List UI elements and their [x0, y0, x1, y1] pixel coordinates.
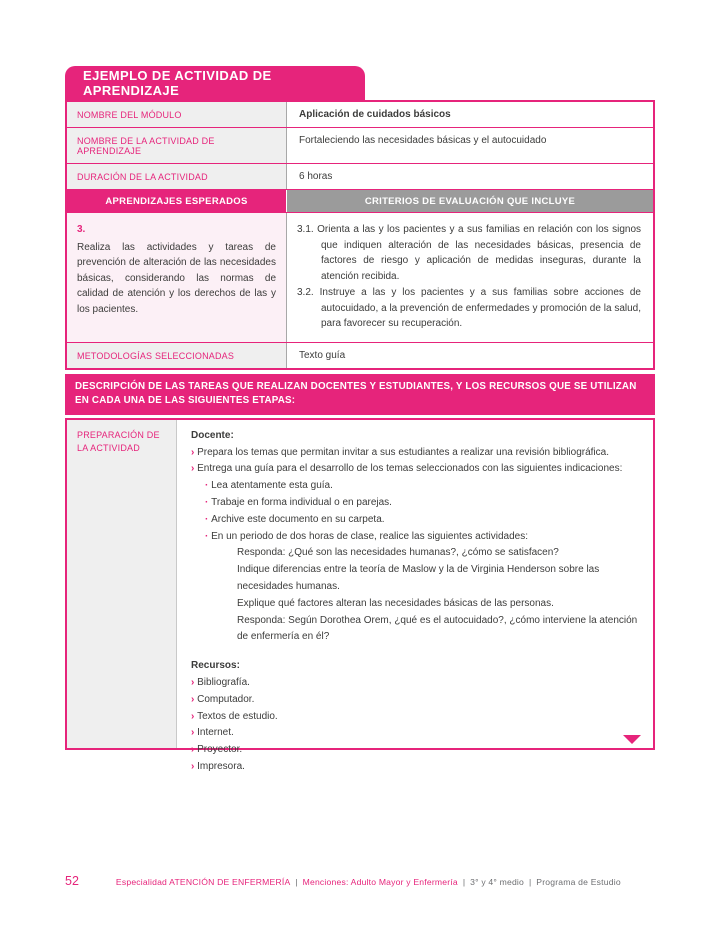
- expected-learning-cell: [67, 213, 287, 342]
- duration-label: DURACIÓN DE LA ACTIVIDAD: [67, 164, 287, 189]
- table-header-row: [67, 190, 653, 213]
- preparation-section: [65, 418, 655, 773]
- sub-bullet: · Lea atentamente esta guía.: [191, 478, 639, 495]
- activity-info-table: [65, 100, 655, 370]
- description-banner: DESCRIPCIÓN DE LAS TAREAS QUE REALIZAN DOCENTES Y ESTUDIANTES, Y LOS RECURSOS QUE SE UTILIZAN EN CADA UNA DE LAS SIGUIENTES ETAPAS:: [65, 374, 655, 415]
- page-number: 52: [65, 874, 79, 888]
- page-title: [65, 66, 365, 100]
- activity-instruction: Responda: ¿Qué son las necesidades humanas?, ¿cómo se satisfacen?: [237, 547, 559, 559]
- activity-instruction: Indique diferencias entre la teoría de Maslow y la de Virginia Henderson sobre las necesidades humanas.: [237, 564, 600, 593]
- learning-content-row: [67, 213, 653, 343]
- footer-grade-level: 3° y 4° medio: [470, 877, 525, 887]
- activity-document: [65, 66, 655, 773]
- criterion-number: 3.2.: [297, 287, 314, 298]
- footer-separator: |: [295, 877, 298, 887]
- sub-bullet: · Trabaje en forma individual o en parejas.: [191, 495, 639, 512]
- evaluation-criteria-cell: [287, 213, 653, 342]
- recurso-item: › Impresora.: [191, 759, 639, 776]
- footer-program: Programa de Estudio: [536, 877, 621, 887]
- recurso-item: › Proyector.: [191, 742, 639, 759]
- footer-separator: |: [462, 877, 466, 887]
- footer-separator: |: [529, 877, 532, 887]
- activity-instruction: Explique qué factores alteran las necesidades básicas de las personas.: [237, 597, 554, 609]
- activity-instruction: Responda: Según Dorothea Orem, ¿qué es el autocuidado?, ¿cómo interviene la atención de enfermería en él?: [237, 614, 638, 643]
- sub-bullet: · En un periodo de dos horas de clase, realice las siguientes actividades:: [191, 529, 639, 546]
- footer-specialty: Especialidad ATENCIÓN DE ENFERMERÍA: [115, 877, 291, 887]
- methodology-value: Texto guía: [299, 349, 346, 361]
- criterion-number: 3.1.: [297, 224, 314, 235]
- evaluation-criteria-header: CRITERIOS DE EVALUACIÓN QUE INCLUYE: [287, 190, 653, 212]
- sub-bullet: · Archive este documento en su carpeta.: [191, 512, 639, 529]
- recursos-heading: Recursos:: [191, 660, 240, 672]
- expected-learning-header: APRENDIZAJES ESPERADOS: [67, 190, 287, 212]
- preparation-content: [177, 420, 653, 773]
- docente-heading: Docente:: [191, 429, 234, 441]
- learning-item-text: Realiza las actividades y tareas de prevención de alteración de las necesidades básicas, considerando las normas de calidad de atención y los derechos de las y los pacientes.: [77, 241, 276, 315]
- recurso-item: › Textos de estudio.: [191, 709, 639, 726]
- docente-bullet: › Entrega una guía para el desarrollo de los temas seleccionados con las siguientes indicaciones:: [191, 461, 639, 478]
- criterion-item: [297, 222, 641, 284]
- table-row: [67, 343, 653, 368]
- module-name-label: NOMBRE DEL MÓDULO: [67, 102, 287, 127]
- learning-item-number: 3.: [77, 224, 86, 235]
- module-name-value: Aplicación de cuidados básicos: [299, 109, 451, 120]
- criterion-text: Orienta a las y los pacientes y a sus familias en relación con los signos que indiquen alteración de las necesidades básicas, presencia de factores de riesgo y aplicación de medidas inseguras, durante la atención recibida.: [317, 224, 642, 282]
- recurso-item: › Bibliografía.: [191, 675, 639, 692]
- methodology-label: METODOLOGÍAS SELECCIONADAS: [67, 343, 287, 368]
- page-title-label: EJEMPLO DE ACTIVIDAD DE APRENDIZAJE: [83, 68, 272, 98]
- page-footer: [65, 874, 665, 888]
- preparation-label: PREPARACIÓN DE LA ACTIVIDAD: [67, 420, 177, 748]
- activity-name-value: Fortaleciendo las necesidades básicas y el autocuidado: [299, 135, 547, 146]
- table-row: [67, 128, 653, 164]
- table-row: [67, 102, 653, 128]
- recurso-item: › Internet.: [191, 725, 639, 742]
- footer-mentions: Menciones: Adulto Mayor y Enfermería: [302, 877, 458, 887]
- continuation-arrow-icon: [623, 735, 641, 744]
- criterion-item: [297, 285, 641, 332]
- docente-bullet: › Prepara los temas que permitan invitar a sus estudiantes a realizar una revisión bibliográfica.: [191, 445, 639, 462]
- activity-name-label: NOMBRE DE LA ACTIVIDAD DE APRENDIZAJE: [67, 128, 287, 163]
- recurso-item: › Computador.: [191, 692, 639, 709]
- criterion-text: Instruye a las y los pacientes y a sus familias sobre acciones de autocuidado, a la prevención de enfermedades y promoción de la salud, para favorecer su recuperación.: [319, 287, 641, 329]
- duration-value: 6 horas: [299, 171, 333, 182]
- table-row: [67, 164, 653, 190]
